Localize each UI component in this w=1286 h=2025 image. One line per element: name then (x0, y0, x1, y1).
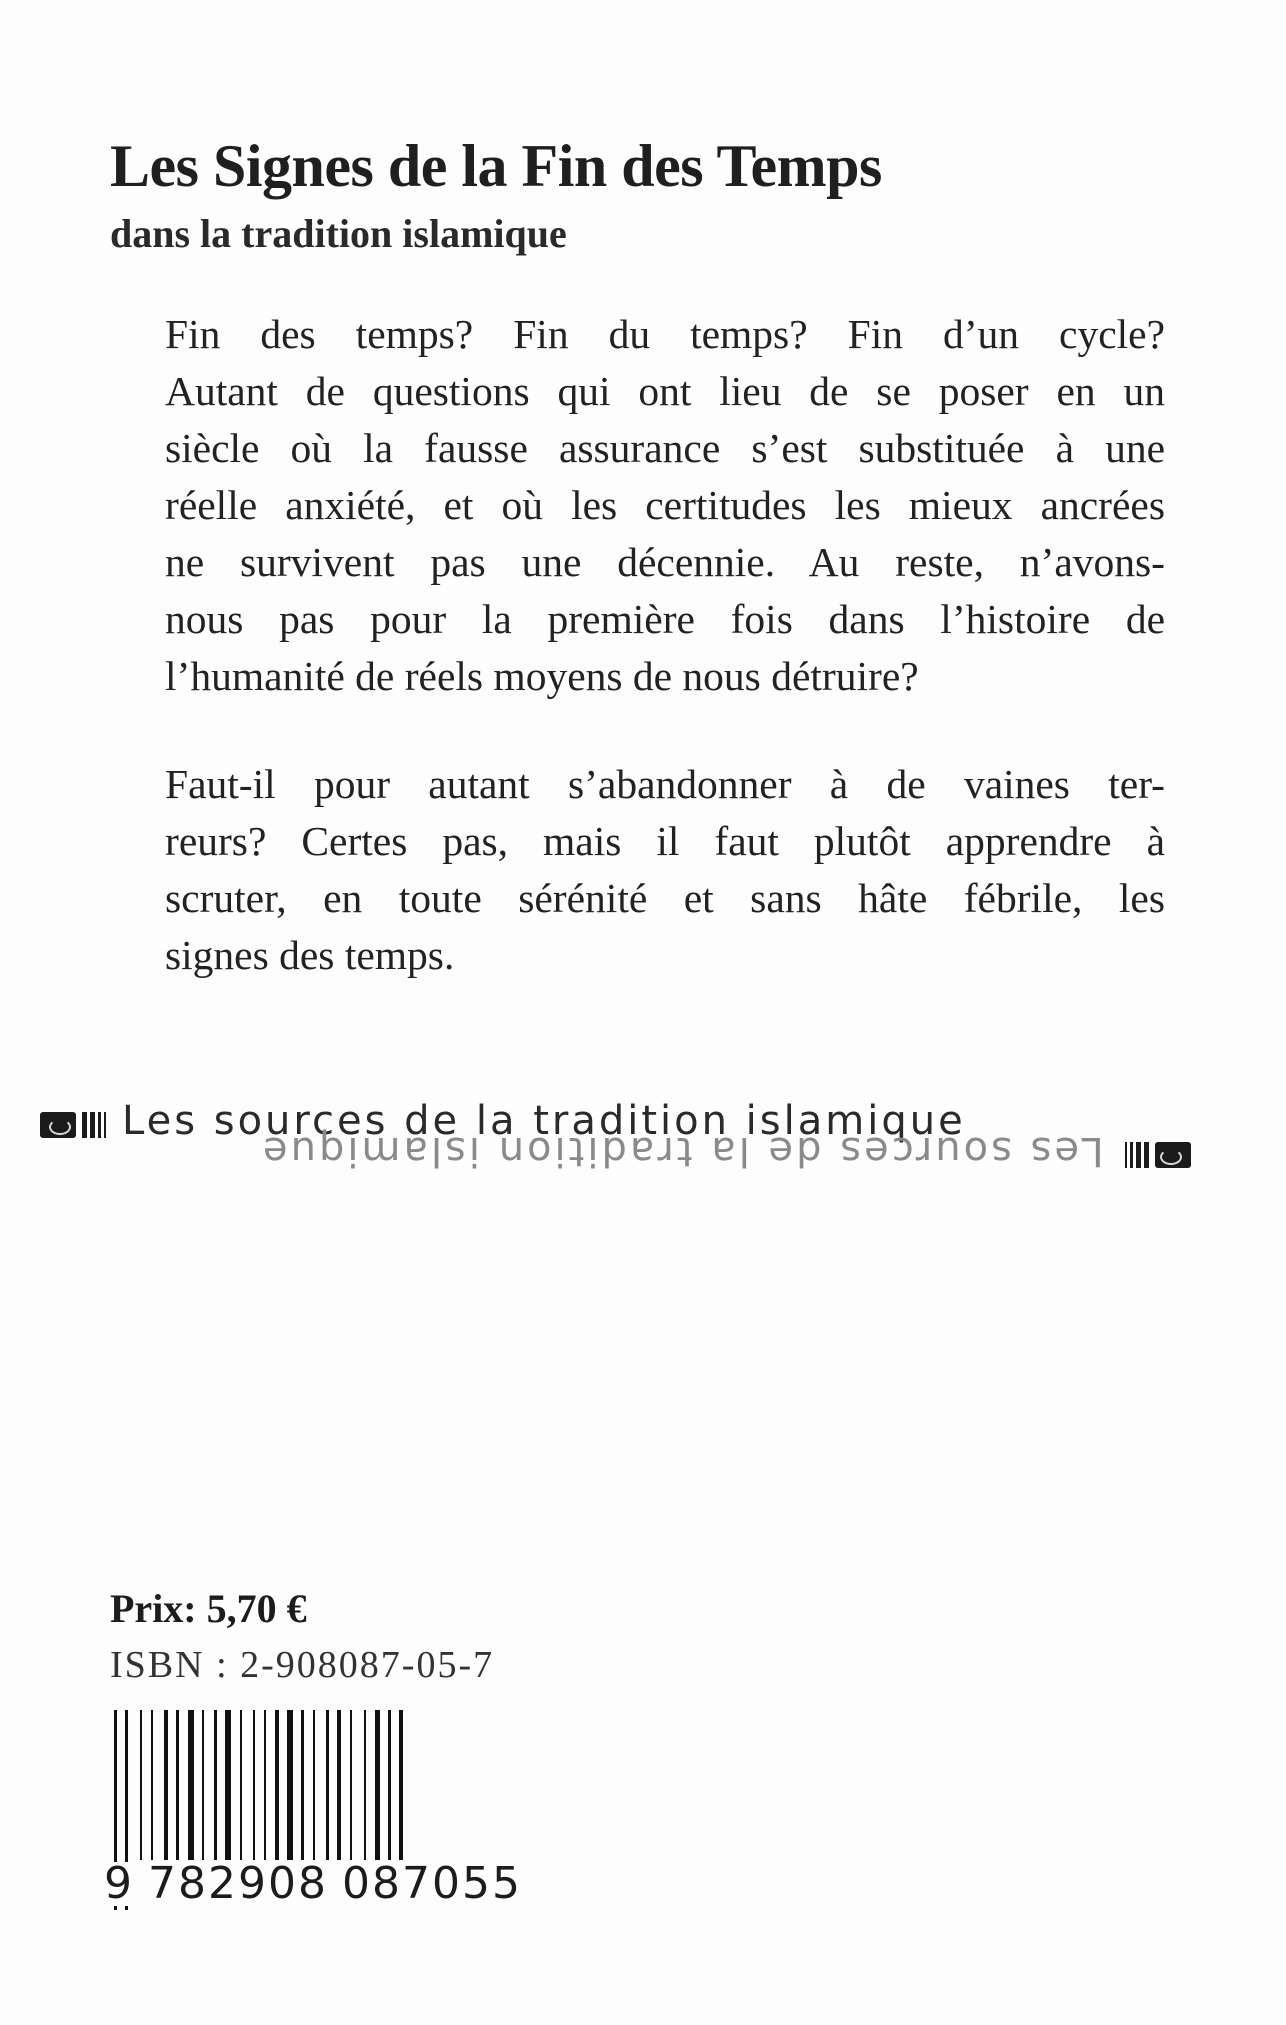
paragraph-line: ne survivent pas une décennie. Au reste, n’avons- (165, 539, 1165, 585)
paragraph-line: scruter, en toute sérénité et sans hâte fébrile, les (165, 875, 1165, 921)
barcode-bar (140, 1710, 142, 1860)
barcode-bar (164, 1710, 168, 1860)
collection-logo-icon (40, 1112, 106, 1138)
paragraph-line: l’humanité de réels moyens de nous détruire? (165, 653, 919, 699)
book-subtitle: dans la tradition islamique (110, 211, 567, 256)
barcode-bar (240, 1710, 242, 1860)
collection-logo-reflection-icon (1125, 1142, 1191, 1168)
barcode-digit-first: 9 (104, 1858, 134, 1909)
paragraph-line: signes des temps. (165, 932, 455, 978)
barcode-bar (214, 1710, 217, 1860)
paragraph-line: réelle anxiété, et où les certitudes les mieux ancrées (165, 482, 1165, 528)
barcode-bar (301, 1710, 304, 1860)
barcode-bar (364, 1710, 366, 1860)
barcode-bar (188, 1710, 194, 1860)
paragraph-line: nous pas pour la première fois dans l’histoire de (165, 596, 1165, 642)
collection-banner (40, 1098, 1170, 1178)
book-title: Les Signes de la Fin des Temps (110, 133, 882, 199)
description-paragraph-2 (165, 756, 1165, 984)
barcode-bar (275, 1710, 279, 1860)
barcode-bar (326, 1710, 329, 1860)
barcode-number (104, 1858, 522, 1909)
price-label: Prix: 5,70 € (110, 1586, 307, 1631)
collection-name-reflection (260, 1128, 1170, 1174)
collection-name: Les sources de la tradition islamique (122, 1098, 966, 1144)
barcode-bar (313, 1710, 315, 1860)
barcode-bar (399, 1710, 403, 1860)
barcode-bar (388, 1710, 391, 1860)
barcode-bar (151, 1710, 153, 1860)
collection-name-reflection-text: Les sources de la tradition islamique (260, 1128, 1104, 1174)
barcode-bar (202, 1710, 204, 1860)
barcode-bar (337, 1710, 341, 1860)
description-paragraph-1 (165, 306, 1165, 705)
barcode-bar (253, 1710, 255, 1860)
barcode-bar (375, 1710, 380, 1860)
barcode-bar (287, 1710, 293, 1860)
paragraph-line: reurs? Certes pas, mais il faut plutôt apprendre à (165, 818, 1165, 864)
isbn-label: ISBN : 2-908087-05-7 (110, 1644, 495, 1686)
barcode-bar (264, 1710, 266, 1860)
barcode-digit-group-1: 782908 (148, 1858, 328, 1909)
barcode-digit-group-2: 087055 (341, 1858, 522, 1909)
barcode-bar (350, 1710, 352, 1860)
barcode-bar (176, 1710, 179, 1860)
paragraph-line: Faut-il pour autant s’abandonner à de vaines ter- (165, 761, 1165, 807)
paragraph-line: siècle où la fausse assurance s’est substituée à une (165, 425, 1165, 471)
barcode-bar (225, 1710, 231, 1860)
paragraph-line: Autant de questions qui ont lieu de se poser en un (165, 368, 1165, 414)
paragraph-line: Fin des temps? Fin du temps? Fin d’un cycle? (165, 311, 1165, 357)
